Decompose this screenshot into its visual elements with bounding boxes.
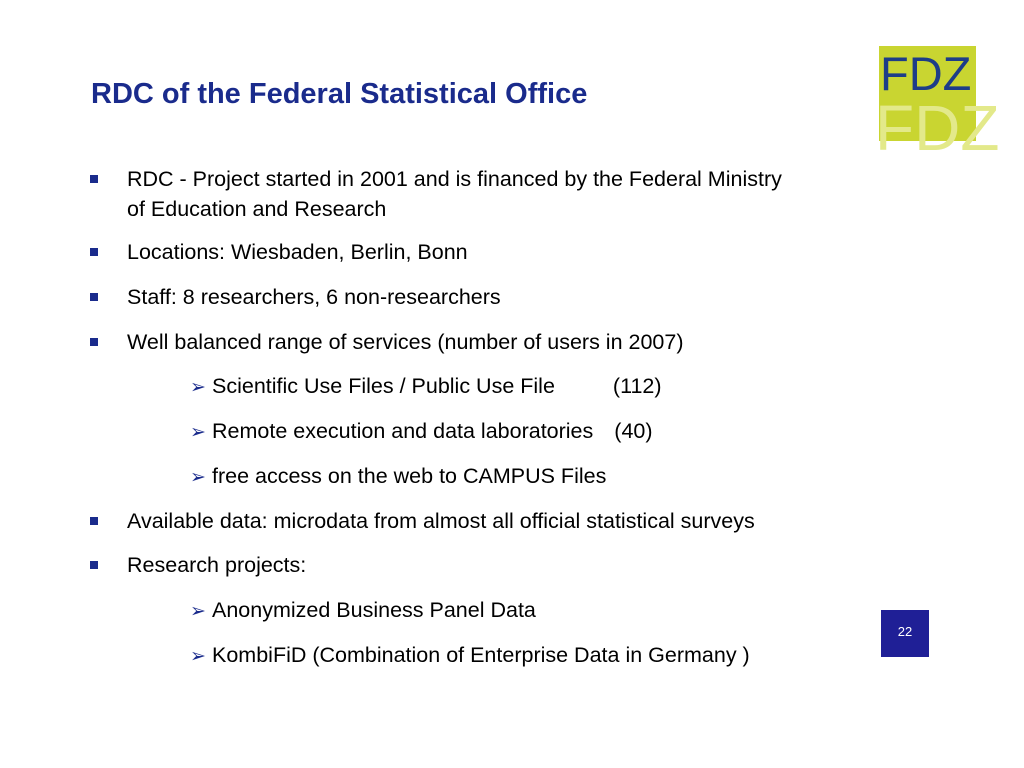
sub-item-services — [190, 416, 653, 448]
sub-item-text: Remote execution and data laboratories — [212, 419, 594, 443]
arrow-bullet-icon: ➢ — [190, 377, 206, 398]
bullet-item: Research projects: — [127, 553, 307, 577]
bullet-item: RDC - Project started in 2001 and is financed by the Federal Ministry — [127, 167, 782, 191]
square-bullet-icon — [90, 175, 98, 183]
square-bullet-icon — [90, 561, 98, 569]
sub-item-count: (40) — [614, 419, 653, 443]
arrow-bullet-icon: ➢ — [190, 467, 206, 488]
sub-item-text: KombiFiD (Combination of Enterprise Data in Germany ) — [212, 643, 750, 667]
fdz-logo-graphic — [875, 46, 1000, 164]
sub-item-project — [190, 640, 750, 672]
bullet-item: Locations: Wiesbaden, Berlin, Bonn — [127, 240, 468, 264]
sub-item-services — [190, 461, 606, 493]
sub-item-services — [190, 371, 662, 403]
bullet-item: Available data: microdata from almost all official statistical surveys — [127, 509, 755, 533]
fdz-logo — [875, 46, 1000, 164]
page-number: 22 — [881, 610, 929, 657]
arrow-bullet-icon: ➢ — [190, 646, 206, 667]
square-bullet-icon — [90, 293, 98, 301]
slide-title: RDC of the Federal Statistical Office — [91, 78, 588, 110]
fdz-logo-watermark: FDZ — [875, 92, 1000, 164]
bullet-item: Staff: 8 researchers, 6 non-researchers — [127, 285, 501, 309]
fdz-logo-text: FDZ — [880, 47, 972, 100]
square-bullet-icon — [90, 517, 98, 525]
sub-item-project — [190, 595, 536, 627]
sub-item-text: Scientific Use Files / Public Use File — [212, 374, 555, 398]
sub-item-text: free access on the web to CAMPUS Files — [212, 464, 607, 488]
square-bullet-icon — [90, 248, 98, 256]
square-bullet-icon — [90, 338, 98, 346]
sub-item-count: (112) — [612, 374, 662, 398]
arrow-bullet-icon: ➢ — [190, 422, 206, 443]
bullet-item-continuation: of Education and Research — [127, 197, 387, 221]
sub-item-text: Anonymized Business Panel Data — [212, 598, 536, 622]
arrow-bullet-icon: ➢ — [190, 601, 206, 622]
bullet-item: Well balanced range of services (number of users in 2007) — [127, 330, 684, 354]
